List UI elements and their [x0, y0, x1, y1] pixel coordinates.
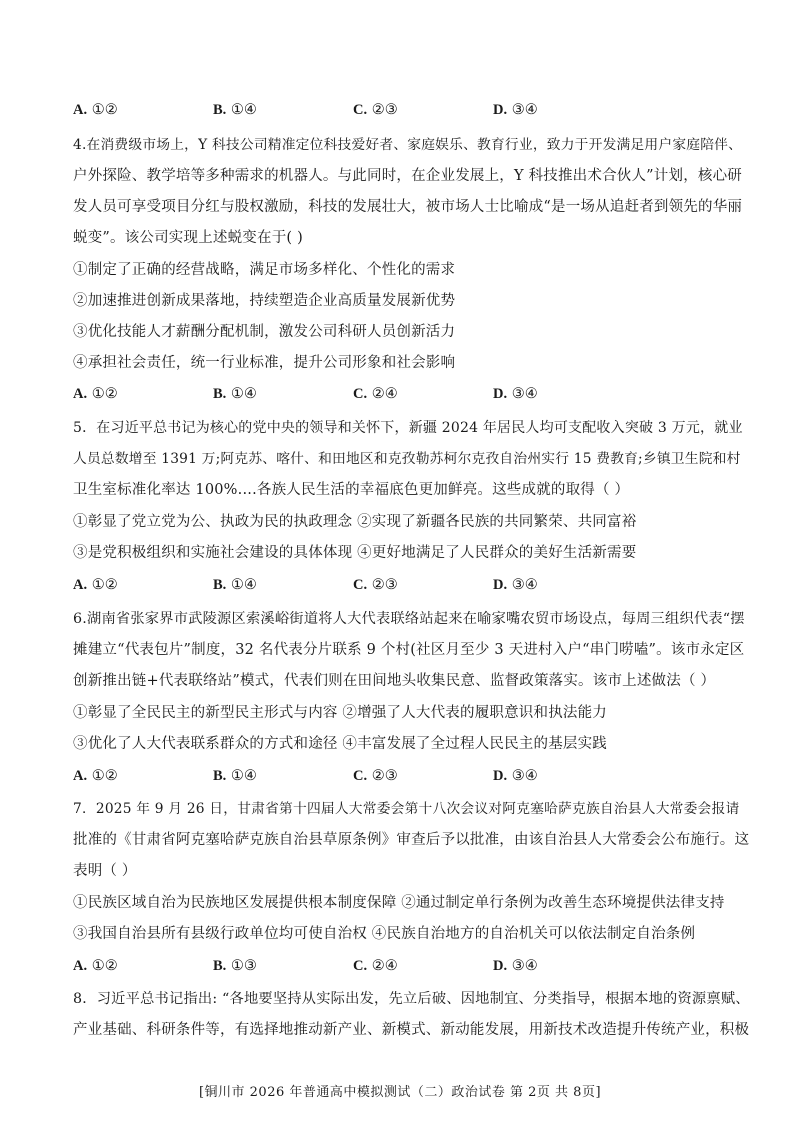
q5-stem-line: 人员总数增至 1391 万;阿克苏、喀什、和田地区和克孜勒苏柯尔克孜自治州实行 15 费教育;乡镇卫生院和村 [73, 451, 741, 467]
q4-statement: ④承担社会责任，统一行业标准，提升公司形象和社会影响 [73, 355, 456, 371]
q6-statement: ③优化了人大代表联系群众的方式和途径 ④丰富发展了全过程人民民主的基层实践 [73, 736, 608, 752]
option-d: D. ③④ [493, 102, 538, 118]
option-c: C. ②③ [353, 102, 398, 118]
q4-statement: ①制定了正确的经营战略，满足市场多样化、个性化的需求 [73, 262, 456, 278]
page-footer: [铜川市 2026 年普通高中模拟测试（二）政治试卷 第 2页 共 8页] [198, 1085, 602, 1100]
q8-stem-line: 8．习近平总书记指出: “各地要坚持从实际出发，先立后破、因地制宜、分类指导，根据本地的资源禀赋、 [73, 991, 750, 1007]
option-c: C. ②③ [353, 577, 398, 593]
q5-statement: ①彰显了党立党为公、执政为民的执政理念 ②实现了新疆各民族的共同繁荣、共同富裕 [73, 514, 637, 530]
q7-stem-line: 7．2025 年 9 月 26 日，甘肃省第十四届人大常委会第十八次会议对阿克塞哈萨克族自治县人大常委会报请 [73, 801, 740, 817]
option-d: D. ③④ [493, 958, 538, 974]
q7-stem-line: 批准的《甘肃省阿克塞哈萨克族自治县草原条例》审查后予以批准，由该自治县人大常委会公布施行。这 [73, 832, 750, 848]
q6-stem-line: 摊建立“代表包片”制度，32 名代表分片联系 9 个村(社区月至少 3 天进村入户“串门唠嗑”。该市永定区 [73, 642, 745, 658]
q4-statement: ②加速推进创新成果落地，持续塑造企业高质量发展新优势 [73, 293, 456, 309]
q4-stem-line: 蜕变”。该公司实现上述蜕变在于( ) [73, 230, 303, 246]
option-c: C. ②③ [353, 768, 398, 784]
q7-statement: ③我国自治县所有县级行政单位均可使自治权 ④民族自治地方的自治机关可以依法制定自治条例 [73, 926, 696, 942]
q4-stem-line: 户外探险、教学培等多种需求的机器人。与此同时，在企业发展上，Y 科技推出术合伙人”计划，核心研 [73, 168, 742, 184]
q6-stem-line: 创新推出链+代表联络站”模式，代表们则在田间地头收集民意、监督政策落实。该市上述做法（ ） [73, 673, 716, 689]
q8-stem-line: 产业基础、科研条件等，有选择地推动新产业、新模式、新动能发展，用新技术改造提升传统产业，积极 [73, 1022, 750, 1038]
q5-stem-line: 卫生室标准化率达 100%....各族人民生活的幸福底色更加鲜亮。这些成就的取得（ ） [73, 482, 630, 498]
q6-statement: ①彰显了全民民主的新型民主形式与内容 ②增强了人大代表的履职意识和执法能力 [73, 705, 608, 721]
option-d: D. ③④ [493, 386, 538, 402]
q5-stem-line: 5．在习近平总书记为核心的党中央的领导和关怀下，新疆 2024 年居民人均可支配收入突破 3 万元，就业 [73, 420, 743, 436]
option-a: A. ①② [73, 577, 118, 593]
option-d: D. ③④ [493, 768, 538, 784]
option-a: A. ①② [73, 958, 118, 974]
q6-stem-line: 6.湖南省张家界市武陵源区索溪峪街道将人大代表联络站起来在喻家嘴农贸市场设点，每周三组织代表“摆 [73, 611, 745, 627]
q4-stem-line: 4.在消费级市场上，Y 科技公司精准定位科技爱好者、家庭娱乐、教育行业，致力于开发满足用户家庭陪伴、 [73, 137, 743, 153]
option-a: A. ①② [73, 386, 118, 402]
option-b: B. ①④ [213, 768, 257, 784]
q5-statement: ③是党积极组织和实施社会建设的具体体现 ④更好地满足了人民群众的美好生活新需要 [73, 545, 637, 561]
option-b: B. ①④ [213, 102, 257, 118]
option-c: C. ②④ [353, 958, 398, 974]
option-b: B. ①④ [213, 577, 257, 593]
q7-statement: ①民族区域自治为民族地区发展提供根本制度保障 ②通过制定单行条例为改善生态环境提供法律支持 [73, 895, 725, 911]
q4-statement: ③优化技能人才薪酬分配机制，激发公司科研人员创新活力 [73, 324, 456, 340]
option-a: A. ①② [73, 102, 118, 118]
q4-stem-line: 发人员可享受项目分红与股权激励，科技的发展壮大，被市场人士比喻成“是一场从追赶者到领先的华丽 [73, 199, 743, 215]
option-c: C. ②④ [353, 386, 398, 402]
option-d: D. ③④ [493, 577, 538, 593]
option-b: B. ①③ [213, 958, 257, 974]
option-a: A. ①② [73, 768, 118, 784]
q7-stem-line: 表明（ ） [73, 863, 137, 879]
option-b: B. ①④ [213, 386, 257, 402]
